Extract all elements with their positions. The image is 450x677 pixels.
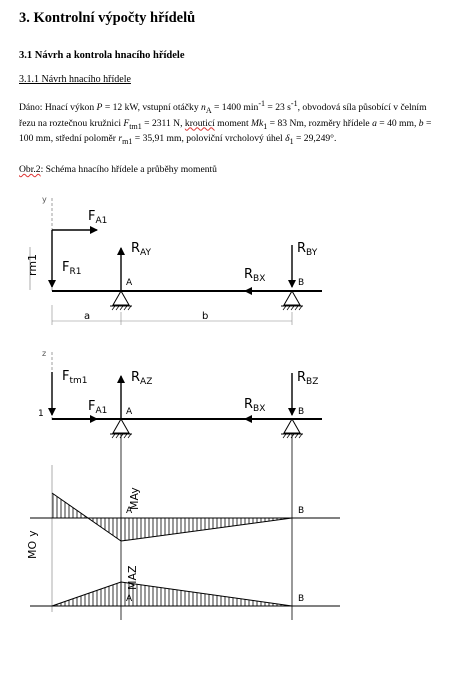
moment-diagrams — [26, 434, 340, 620]
moment-z-point-a: A — [126, 594, 133, 604]
figure-caption: Obr.2: Schéma hnacího hřídele a průběhy momentů — [19, 164, 217, 175]
support-b-z-label: B — [298, 407, 305, 417]
reaction-ay-label: $R_{AY}$ — [131, 241, 152, 258]
subsubsection-heading: 3.1.1 Návrh hnacího hřídele — [19, 74, 131, 85]
support-a-z — [113, 419, 129, 433]
moment-may-label: MAy — [128, 487, 141, 510]
reaction-bx-z-label: $R_{BX}$ — [244, 397, 266, 414]
reaction-bx-label: $R_{BX}$ — [244, 267, 266, 284]
support-b — [284, 291, 300, 305]
force-fa1-label: $F_{A1}$ — [88, 209, 108, 226]
reaction-by-label: $R_{BY}$ — [297, 241, 318, 258]
given-data-paragraph: Dáno: Hnací výkon P = 12 kW, vstupní otáčky $n_A = 1400$ $\min^{-1} = 23$ $s^{-1}$, obvodová síla působící v čelním řezu na roztečnou kružnici $F_{tm1} = 2311$ N, krouticí moment $Mk_1 = 83$ Nm, rozměry hřídele a = 40 mm, b = 100 mm, střední poloměr $r_{m1} = 35,91$ mm, poloviční vrcholový úhel $\delta_1 = 29,249^\circ$. — [19, 99, 432, 147]
support-a-z-label: A — [126, 407, 133, 417]
moment-y-axis-label: MOy — [26, 530, 39, 559]
force-fr1-label: $F_{R1}$ — [62, 260, 82, 277]
schema-y-plane — [26, 195, 322, 325]
support-b-label: B — [298, 278, 305, 288]
subsection-heading: 3.1 Návrh a kontrola hnacího hřídele — [19, 50, 185, 61]
moment-z-point-b: B — [298, 594, 305, 604]
axis-y-label: y — [42, 195, 47, 204]
force-fa1-z-label: $F_{A1}$ — [88, 399, 108, 416]
force-ftm1-label: $F_{tm1}$ — [62, 369, 88, 386]
moment-y-point-a: A — [126, 506, 133, 516]
support-a-label: A — [126, 278, 133, 288]
reaction-az-label: $R_{AZ}$ — [131, 370, 153, 387]
support-b-z — [284, 419, 300, 433]
dimension-b-label: b — [202, 311, 209, 322]
moment-y-point-b: B — [298, 506, 305, 516]
dimension-a-label: a — [84, 311, 91, 322]
section-heading: 3. Kontrolní výpočty hřídelů — [19, 10, 196, 26]
schema-z-plane — [38, 349, 322, 438]
support-a — [113, 291, 129, 305]
radius-label: rm1 — [26, 253, 39, 276]
moment-maz-label: MAZ — [126, 565, 139, 590]
reaction-bz-label: $R_{BZ}$ — [297, 370, 319, 387]
point-1-label: 1 — [38, 409, 44, 419]
shaft-diagram — [0, 180, 450, 677]
axis-z-label: z — [42, 349, 47, 358]
